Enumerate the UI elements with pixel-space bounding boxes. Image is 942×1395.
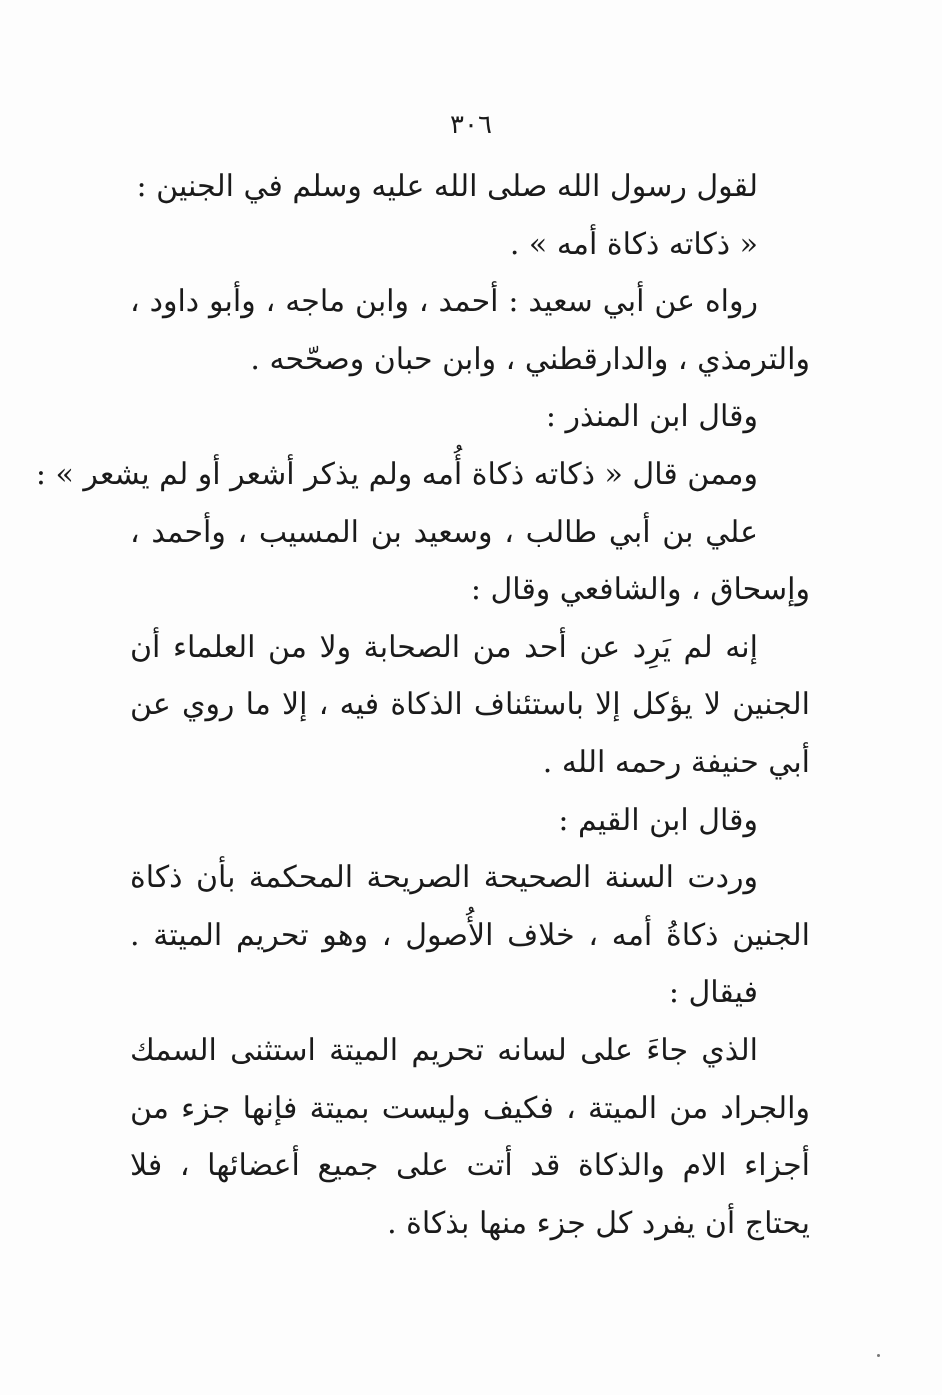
text-line: الذي جاءَ على لسانه تحريم الميتة استثنى السمك [130,1032,758,1068]
text-line: لقول رسول الله صلى الله عليه وسلم في الجنين : [136,169,758,204]
text-line: وردت السنة الصحيحة الصريحة المحكمة بأن ذكاة [130,860,758,896]
text-line: علي بن أبي طالب ، وسعيد بن المسيب ، وأحمد ، [130,514,758,550]
text-line: الجنين ذكاةُ أمه ، خلاف الأُصول ، وهو تحريم الميتة . [130,917,810,953]
text-line: إنه لم يَرِد عن أحد من الصحابة ولا من العلماء أن [130,629,758,665]
text-line: أجزاء الام والذكاة قد أتت على جميع أعضائها ، فلا [130,1148,810,1184]
text-line: والجراد من الميتة ، فكيف وليست بميتة فإنها جزء من [130,1090,810,1126]
text-line: وقال ابن القيم : [558,802,758,838]
page-number: ٣٠٦ [450,110,492,140]
quote-line: « ذكاته ذكاة أمه » . [509,226,758,262]
text-line: الجنين لا يؤكل إلا باستئناف الذكاة فيه ، إلا ما روي عن [130,687,810,723]
text-line: والترمذي ، والدارقطني ، وابن حبان وصحّحه . [250,341,810,377]
scan-speck [877,1354,880,1357]
text-line: أبي حنيفة رحمه الله . [542,744,810,780]
text-line: رواه عن أبي سعيد : أحمد ، وابن ماجه ، وأبو داود ، [130,284,758,320]
text-line: فيقال : [668,975,758,1011]
body-text [35,158,810,1252]
text-line: وإسحاق ، والشافعي وقال : [470,572,810,608]
text-line: وقال ابن المنذر : [545,399,758,435]
text-line: يحتاج أن يفرد كل جزء منها بذكاة . [387,1205,810,1241]
text-line: وممن قال « ذكاته ذكاة أُمه ولم يذكر أشعر أو لم يشعر » : [35,456,758,492]
